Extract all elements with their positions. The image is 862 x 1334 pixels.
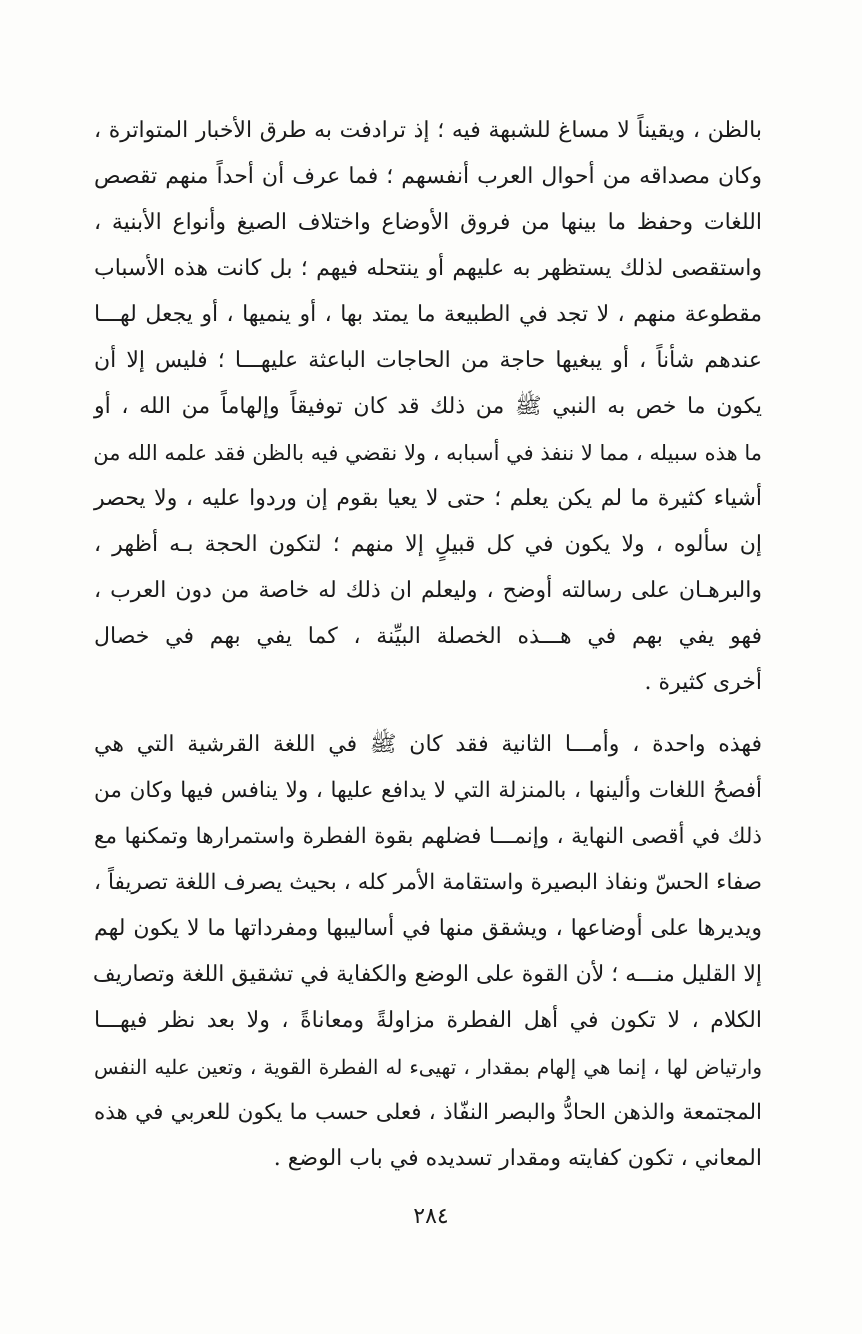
page-number: ٢٨٤ <box>413 1204 449 1229</box>
text-line: الكلام ، لا تكون في أهل الفطرة مزاولةً ومعاناةً ، ولا بعد نظر فيهـــا <box>94 1008 762 1033</box>
text-line: وارتياض لها ، إنما هي إلهام بمقدار ، تهيىء له الفطرة القوية ، وتعين عليه النفس <box>94 1055 762 1079</box>
text-line: يكون ما خص به النبي ﷺ من ذلك قد كان توفيقاً وإلهاماً من الله ، أو <box>94 394 762 419</box>
text-line: والبرهـان على رسالته أوضح ، وليعلم ان ذلك له خاصة من دون العرب ، <box>94 578 762 603</box>
text-line: أخرى كثيرة . <box>644 670 762 695</box>
text-line: ويديرها على أوضاعها ، ويشقق منها في أساليبها ومفرداتها ما لا يكون لهم <box>94 916 762 941</box>
text-line: مقطوعة منهم ، لا تجد في الطبيعة ما يمتد بها ، أو ينميها ، أو يجعل لهـــا <box>94 302 762 327</box>
text-line: عندهم شأناً ، أو يبغيها حاجة من الحاجات الباعثة عليهـــا ؛ فليس إلا أن <box>94 348 762 373</box>
text-line: بالظن ، ويقيناً لا مساغ للشبهة فيه ؛ إذ ترادفت به طرق الأخبار المتواترة ، <box>94 118 762 143</box>
text-line: واستقصى لذلك يستظهر به عليهم أو ينتحله فيهم ؛ بل كانت هذه الأسباب <box>94 256 762 281</box>
text-line: وكان مصداقه من أحوال العرب أنفسهم ؛ فما عرف أن أحداً منهم تقصص <box>94 164 762 189</box>
text-line: المعاني ، تكون كفايته ومقدار تسديده في باب الوضع . <box>273 1146 762 1171</box>
text-line: أفصحُ اللغات وألينها ، بالمنزلة التي لا يدافع عليها ، ولا ينافس فيها وكان من <box>94 778 762 803</box>
text-line: المجتمعة والذهن الحادُّ والبصر النفّاذ ، فعلى حسب ما يكون للعربي في هذه <box>94 1100 762 1125</box>
text-line: فهو يفي بهم في هـــذه الخصلة البيِّنة ، كما يفي بهم في خصال <box>94 624 762 649</box>
text-line: ما هذه سبيله ، مما لا ننفذ في أسبابه ، ولا نقضي فيه بالظن فقد علمه الله من <box>93 441 762 465</box>
text-line: أشياء كثيرة ما لم يكن يعلم ؛ حتى لا يعيا بقوم إن وردوا عليه ، ولا يحصر <box>94 486 762 511</box>
text-line: إن سألوه ، ولا يكون في كل قبيلٍ إلا منهم ؛ لتكون الحجة بـه أظهر ، <box>94 532 762 557</box>
paragraph-1 <box>94 108 762 706</box>
text-line: ذلك في أقصى النهاية ، وإنمـــا فضلهم بقوة الفطرة واستمرارها وتمكنها مع <box>94 824 762 849</box>
text-line: صفاء الحسّ ونفاذ البصيرة واستقامة الأمر كله ، بحيث يصرف اللغة تصريفاً ، <box>94 870 762 895</box>
text-line: اللغات وحفظ ما بينها من فروق الأوضاع واختلاف الصيغ وأنواع الأبنية ، <box>94 210 762 235</box>
text-line: إلا القليل منـــه ؛ لأن القوة على الوضع والكفاية في تشقيق اللغة وتصاريف <box>92 962 762 987</box>
text-line: فهذه واحدة ، وأمـــا الثانية فقد كان ﷺ في اللغة القرشية التي هي <box>94 732 762 757</box>
paragraph-2 <box>94 722 762 1182</box>
